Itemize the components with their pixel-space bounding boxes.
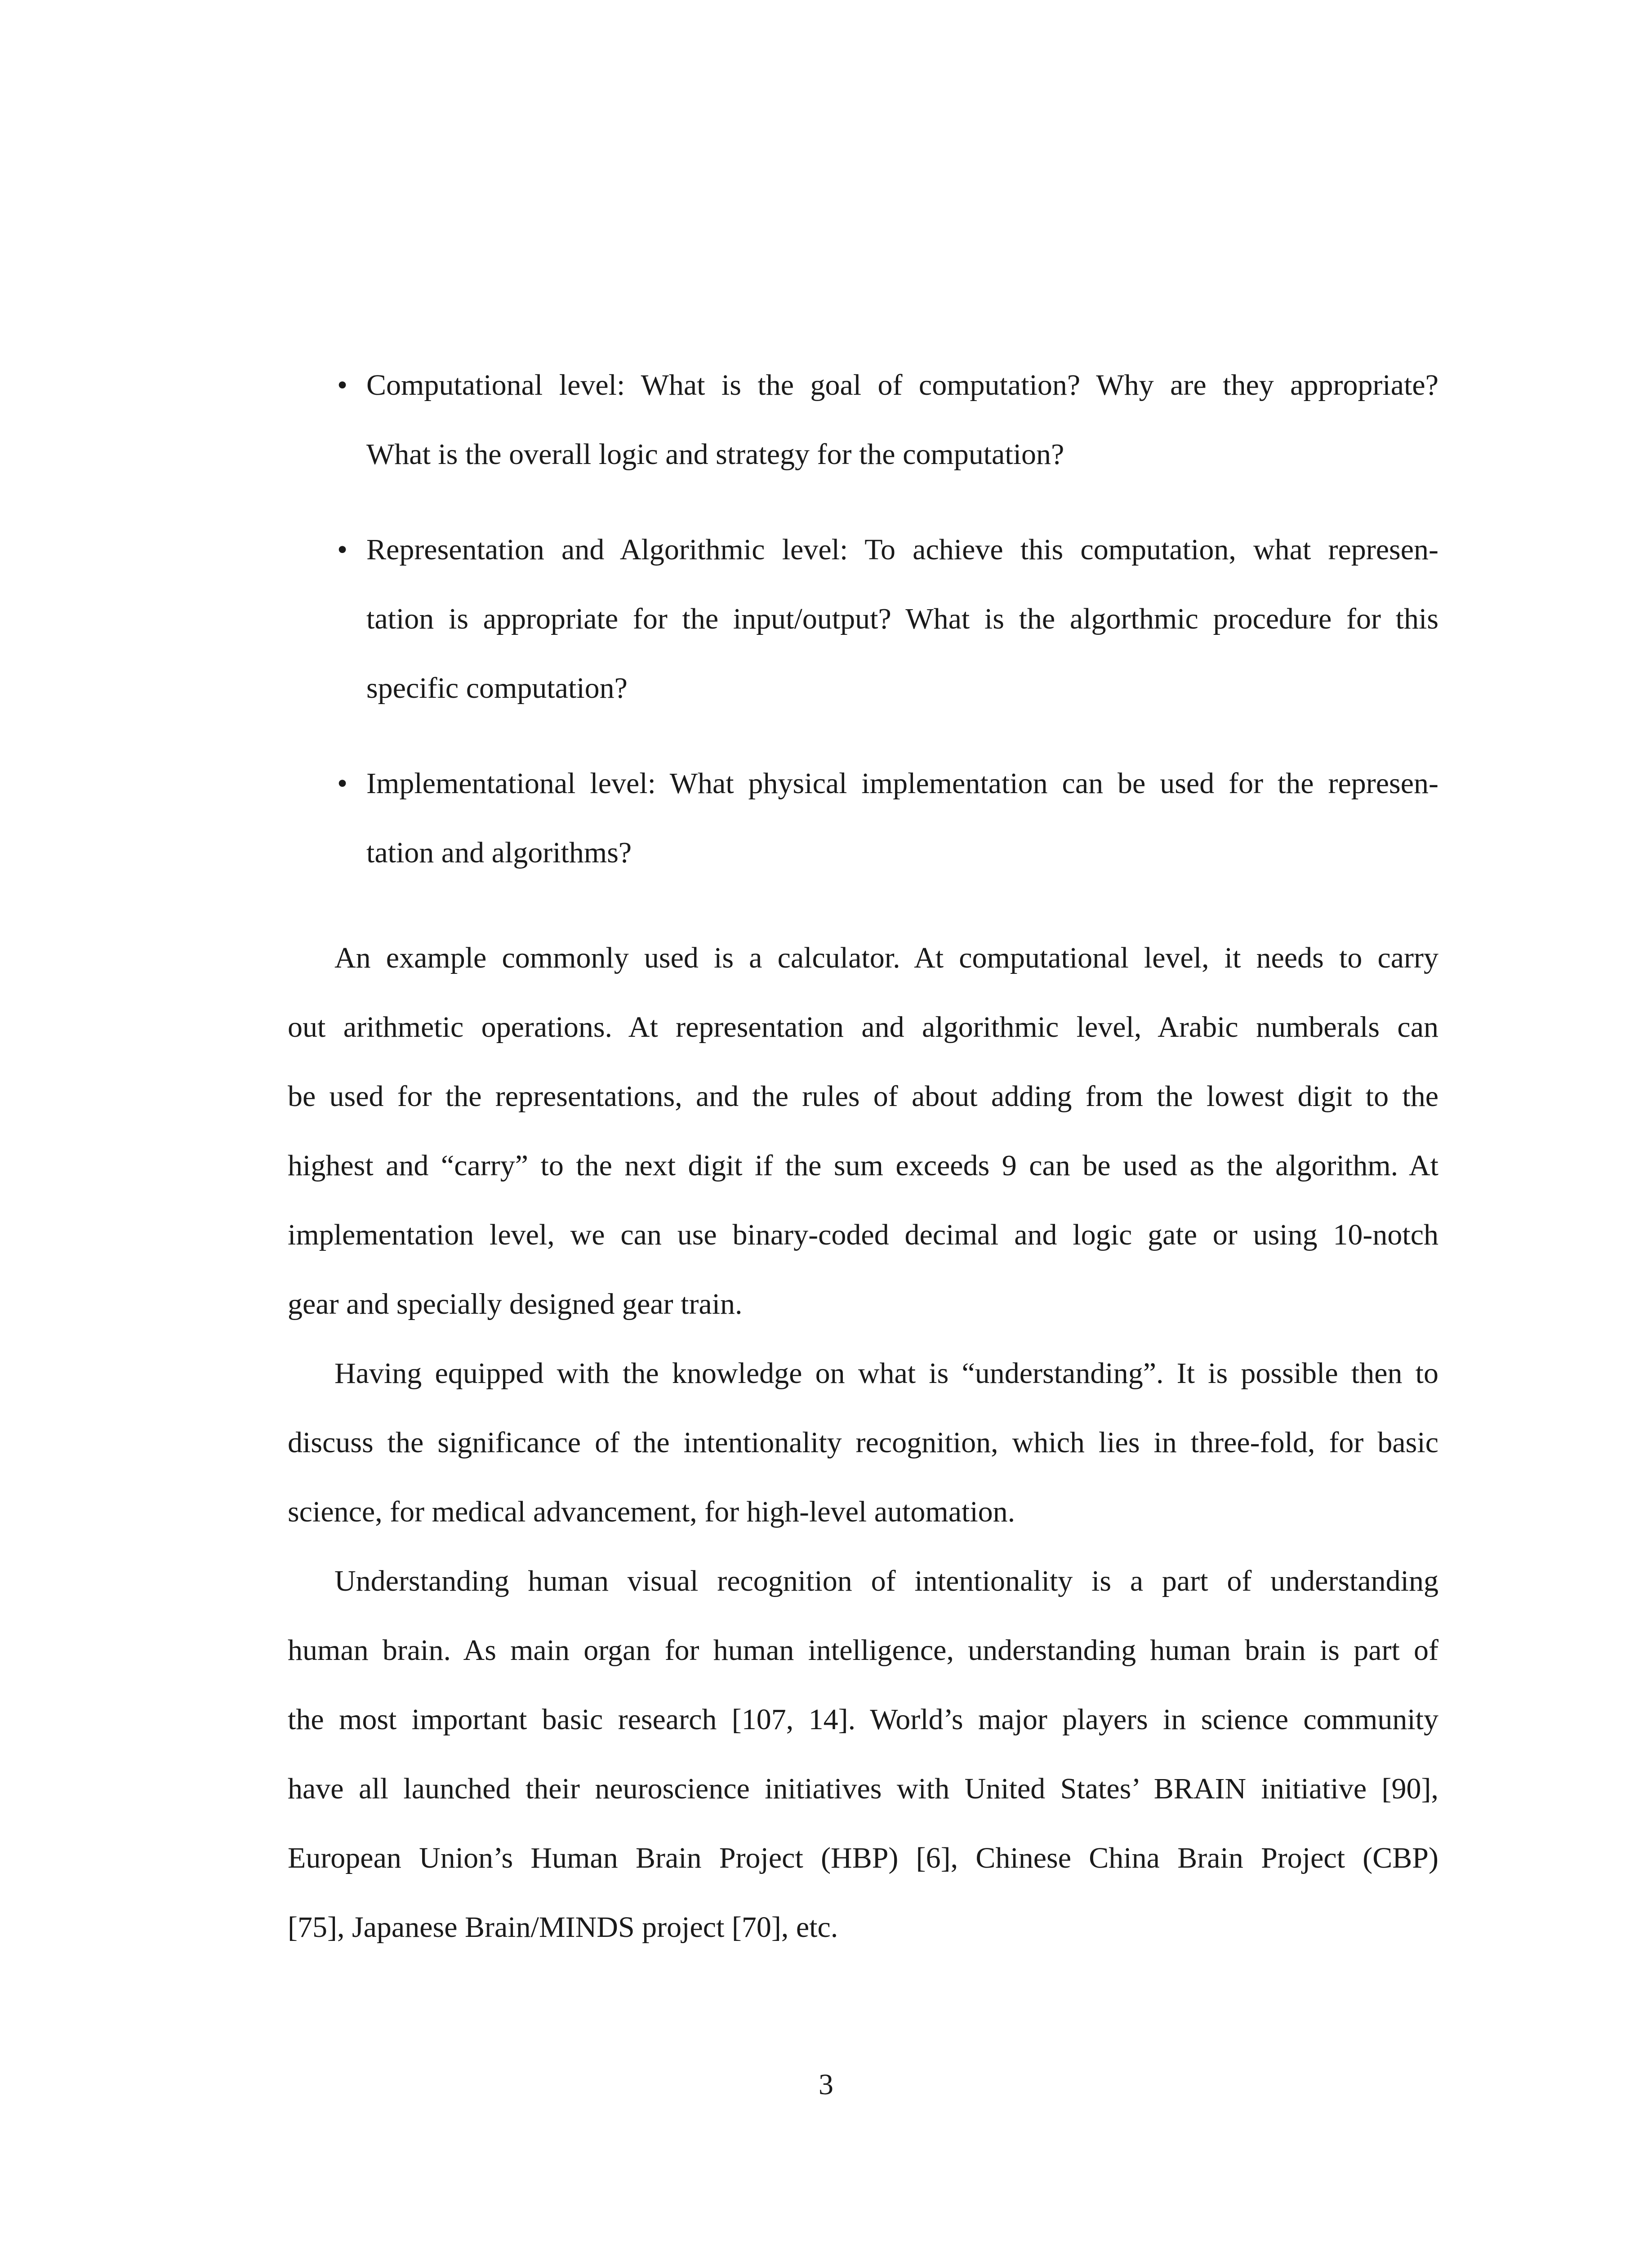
text-line: Implementational level: What physical implementation can be used for the represen- [366,767,1438,800]
bullet-item-computational-level [288,351,1438,489]
bullet-marker: • [337,767,348,800]
text-line: An example commonly used is a calculator. At computational level, it needs to carry [334,941,1438,974]
text-line: have all launched their neuroscience initiatives with United States’ BRAIN initiative [90], [288,1772,1438,1805]
bullet-marker: • [337,369,348,401]
bullet-item-representation-algorithmic-level [288,515,1438,723]
text-line: tation is appropriate for the input/output? What is the algorthmic procedure for this [366,602,1438,635]
paragraph-significance [288,1339,1438,1547]
text-line: implementation level, we can use binary-coded decimal and logic gate or using 10-notch [288,1218,1438,1251]
text-line: Representation and Algorithmic level: To achieve this computation, what represen- [366,533,1438,566]
text-line: What is the overall logic and strategy for the computation? [366,438,1064,471]
text-line: be used for the representations, and the rules of about adding from the lowest digit to the [288,1080,1438,1113]
text-line: tation and algorithms? [366,836,632,869]
text-line: Understanding human visual recognition of intentionality is a part of understanding [334,1565,1438,1597]
text-line: discuss the significance of the intentionality recognition, which lies in three-fold, for basic [288,1426,1438,1459]
text-line: specific computation? [366,672,628,705]
bullet-list [288,351,1438,888]
text-line: the most important basic research [107, 14]. World’s major players in science community [288,1703,1438,1736]
text-line: highest and “carry” to the next digit if the sum exceeds 9 can be used as the algorithm. At [288,1149,1438,1182]
text-line: out arithmetic operations. At representation and algorithmic level, Arabic numberals can [288,1011,1438,1044]
text-line: European Union’s Human Brain Project (HBP) [6], Chinese China Brain Project (CBP) [288,1842,1438,1874]
text-line: gear and specially designed gear train. [288,1288,743,1320]
bullet-marker: • [337,533,348,566]
bullet-item-implementational-level [288,749,1438,888]
page-number: 3 [819,2068,833,2101]
paragraph-calculator-example [288,923,1438,1339]
text-line: Computational level: What is the goal of computation? Why are they appropriate? [366,369,1438,401]
body-paragraphs [288,923,1438,1962]
text-line: [75], Japanese Brain/MINDS project [70], etc. [288,1911,838,1944]
text-line: Having equipped with the knowledge on what is “understanding”. It is possible then to [334,1357,1438,1390]
paragraph-brain-initiatives [288,1547,1438,1962]
text-line: science, for medical advancement, for high-level automation. [288,1495,1015,1528]
text-line: human brain. As main organ for human intelligence, understanding human brain is part of [288,1634,1438,1667]
page-content [288,351,1438,1962]
